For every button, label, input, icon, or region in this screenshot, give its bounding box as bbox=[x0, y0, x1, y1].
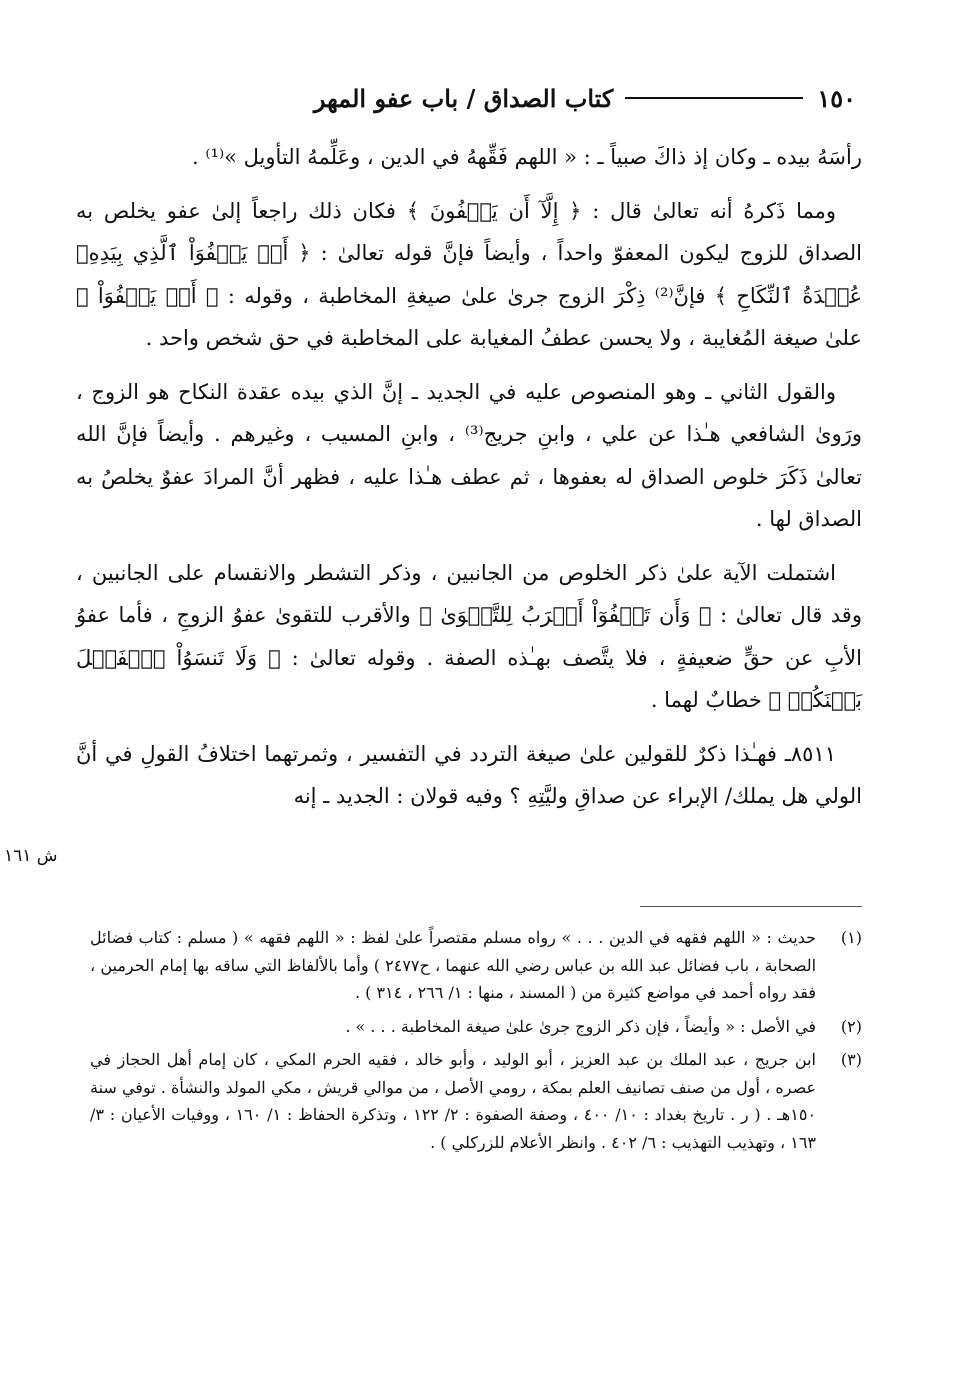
paragraph: والقول الثاني ـ وهو المنصوص عليه في الجديد ـ إنَّ الذي بيده عقدة النكاح هو الزوج ، ورَوىٰ الشافعي هـٰذا عن علي ، وابنِ جريج⁽³⁾ ، وابنِ المسيب ، وغيرهم . وأيضاً فإنَّ الله تعالىٰ ذَكَرَ خلوص الصداق له بعفوها ، ثم عطف هـٰذا عليه ، فظهر أنَّ المرادَ عفوٌ يخلصُ به الصداق لها . bbox=[76, 379, 863, 531]
main-text bbox=[76, 136, 862, 829]
footnote-text: في الأصل : « وأيضاً ، فإن ذكر الزوج جرىٰ علىٰ صيغة المخاطبة . . . » . bbox=[345, 1016, 816, 1036]
paragraph: اشتملت الآية علىٰ ذكر الخلوص من الجانبين ، وذكر التشطر والانقسام على الجانبين ، وقد قال تعالىٰ : ﴿ وَأَن تَعۡفُوٓاْ أَقۡرَبُ لِلتَّقۡوَىٰ ﴾ والأقرب للتقوىٰ عفوُ الزوجِ ، فأما عفوُ الأبِ عن حقٍّ ضعيفةٍ ، فلا يتَّصف بهـٰذه الصفة . وقوله تعالىٰ : ﴿ وَلَا تَنسَوُاْ ٱلۡفَضۡلَ بَيۡنَكُمۡ ﴾ خطابٌ لهما . bbox=[76, 560, 862, 712]
footnote bbox=[90, 1013, 862, 1041]
footnote-number: (٣) bbox=[840, 1050, 862, 1069]
paragraph-numbered: ٨٥١١ـ فهـٰذا ذكرٌ للقولين علىٰ صيغة التردد في التفسير ، وثمرتهما اختلافُ القولِ في أنَّ الولي هل يملك/ الإبراء عن صداقِ وليَّتِهِ ؟ وفيه قولان : الجديد ـ إنه bbox=[76, 741, 862, 808]
paragraph: ومما ذَكرهُ أنه تعالىٰ قال : ﴿ إِلَّآ أَن يَعۡفُونَ ﴾ فكان ذلك راجعاً إلىٰ عفو يخلص به الصداق للزوج ليكون المعفوّ واحداً ، وأيضاً فإنَّ قوله تعالىٰ : ﴿ أَوۡ يَعۡفُوَاْ ٱلَّذِي بِيَدِهِۦ عُقۡدَةُ ٱلنِّكَاحِ ﴾ فإنَّ⁽²⁾ ذِكْرَ الزوج جرىٰ علىٰ صيغةِ المخاطبة ، وقوله : ﴿ أَوۡ يَعۡفُوَاْ ﴾ علىٰ صيغة المُغايبة ، ولا يحسن عطفُ المغيابة على المخاطبة في حق شخص واحد . bbox=[76, 198, 862, 350]
footnote-separator bbox=[640, 906, 862, 907]
footnote bbox=[90, 1046, 862, 1156]
page-number: ١٥٠ bbox=[817, 83, 856, 113]
header-rule bbox=[625, 97, 803, 99]
running-header bbox=[86, 80, 856, 116]
footnote-text: ابن جريج ، عبد الملك بن عبد العزيز ، أبو الوليد ، وأبو خالد ، فقيه الحرم المكي ، كان إمام أهل الحجاز في عصره ، أول من صنف تصانيف العلم بمكة ، رومي الأصل ، من موالي قريش ، مكي المولد والنشأة . توفي سنة ١٥٠هـ . ( ر . تاريخ بغداد : ١٠/ ٤٠٠ ، وصفة الصفوة : ٢/ ١٢٢ ، وتذكرة الحفاظ : ١/ ١٦٠ ، ووفيات الأعيان : ٣/ ١٦٣ ، وتهذيب التهذيب : ٦/ ٤٠٢ . وانظر الأعلام للزركلي ) . bbox=[90, 1050, 817, 1152]
manuscript-folio-note: ش ١٦١ bbox=[4, 846, 58, 866]
footnote-text: حديث : « اللهم فقهه في الدين . . . » رواه مسلم مقتصراً علىٰ لفظ : « اللهم فقهه » ( مسلم : كتاب فضائل الصحابة ، باب فضائل عبد الله بن عباس رضي الله عنهما ، ح٢٤٧٧ ) وأما بالألفاظ التي ساقه بها إمام الحرمين ، فقد رواه أحمد في مواضع كثيرة من ( المسند ، منها : ١/ ٢٦٦ ، ٣١٤ ) . bbox=[90, 928, 817, 1002]
footnotes bbox=[90, 924, 862, 1162]
footnote bbox=[90, 924, 862, 1007]
footnote-number: (١) bbox=[840, 928, 862, 947]
footnote-number: (٢) bbox=[840, 1016, 862, 1036]
running-title: كتاب الصداق / باب عفو المهر bbox=[313, 83, 614, 113]
paragraph-continuation: رأسَهُ بيده ـ وكان إذ ذاكَ صبياً ـ : « اللهم فَقِّههُ في الدين ، وعَلِّمهُ التأويل »⁽¹⁾ . bbox=[192, 145, 862, 169]
